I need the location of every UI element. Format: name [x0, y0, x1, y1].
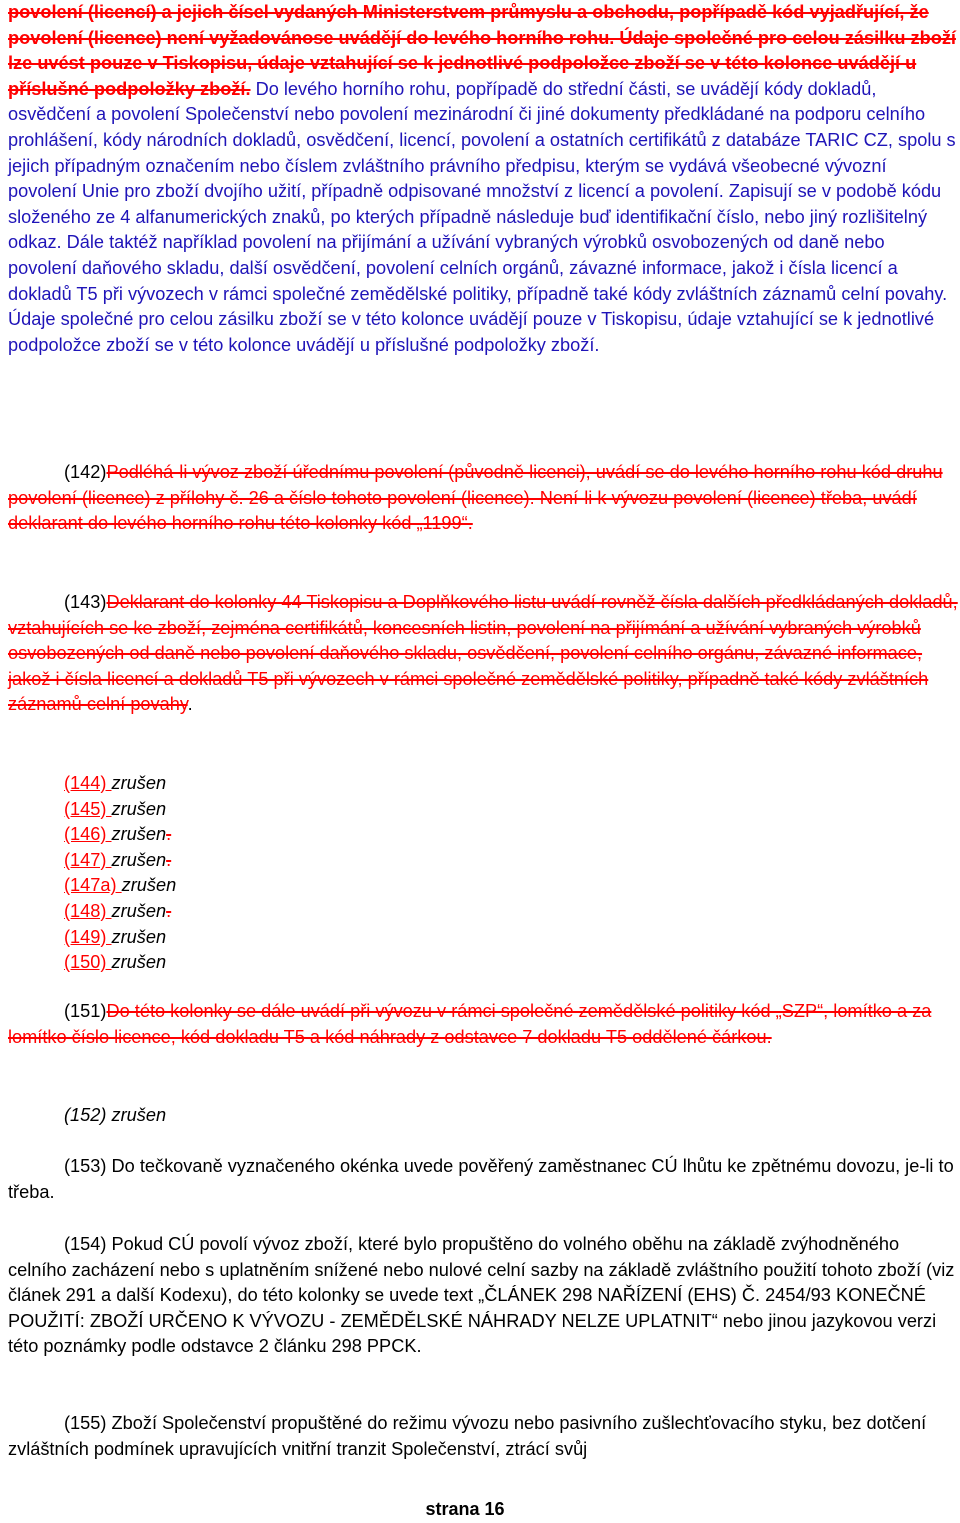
repealed-item — [64, 822, 176, 848]
deleted-text: Deklarant do kolonky 44 Tiskopisu a Doplňkového listu uvádí rovněž čísla dalších předkládaných dokladů, vztahujících se ke zboží, zejména certifikátů, koncesních listin, povolení na přijímání a užívání vybraných výrobků osvobozených od daně nebo povolení daňového skladu, osvědčení, povolení celního orgánu, závazné informace, jakož i čísla licencí a dokladů T5 při vývozech v rámci společné zemědělské politiky, případně také kódy zvláštních záznamů celní povahy — [8, 592, 958, 715]
deleted-paragraph-number: (147) — [64, 849, 112, 870]
repealed-label: zrušen — [111, 926, 167, 947]
repealed-item — [64, 797, 176, 823]
deleted-period: . — [166, 849, 172, 870]
paragraph-155 — [8, 1411, 958, 1462]
repealed-paragraph-list — [64, 771, 176, 976]
inserted-text: Zapisují se v podobě kódu složeného ze 4 alfanumerických znaků, po kterých případně následuje buď identifikační číslo, nebo jiný rozlišitelný odkaz. — [8, 181, 942, 253]
deleted-paragraph-number: (149) — [64, 926, 112, 947]
inserted-text: Údaje společné pro celou zásilku zboží se v této kolonce uvádějí pouze v Tiskopisu, údaje vztahující se k jednotlivé podpoložce zboží se v této kolonce uvádějí u příslušné podpoložky zboží. — [8, 309, 935, 355]
deleted-period: . — [166, 900, 172, 921]
repealed-label: zrušen — [111, 849, 167, 870]
paragraph-152 — [8, 1103, 958, 1129]
repealed-item — [64, 899, 176, 925]
repealed-label: zrušen — [111, 952, 167, 973]
intro-paragraph — [8, 0, 958, 358]
deleted-paragraph-number: (145) — [64, 798, 112, 819]
paragraph-143 — [8, 590, 958, 718]
repealed-item — [64, 925, 176, 951]
repealed-item — [64, 873, 176, 899]
deleted-text: povolení (licencí) a jejich čísel vydaných Ministerstvem průmyslu a obchodu, popřípadě kód vyjadřující, že povolení (licence) není vyžadovánose uvádějí do levého horního rohu. Údaje společné pro celou zásilku zboží lze uvést pouze v Tiskopisu, údaje vztahující se k jednotlivé podpoložce zboží se v této kolonce uvádějí u příslušné podpoložky zboží. — [8, 2, 956, 99]
paragraph-number: (151) — [64, 1001, 107, 1021]
deleted-paragraph-number: (148) — [64, 900, 112, 921]
paragraph-number: (142) — [64, 462, 107, 482]
paragraph-155-text: (155) Zboží Společenství propuštěné do režimu vývozu nebo pasivního zušlechťovacího styku, bez dotčení zvláštních podmínek upravujících vnitřní tranzit Společenství, ztrácí svůj — [8, 1413, 927, 1459]
repealed-label: zrušen — [111, 824, 167, 845]
paragraph-number: (143) — [64, 592, 107, 612]
deleted-text: Do této kolonky se dále uvádí při vývozu v rámci společné zemědělské politiky kód „SZP“, lomítko a za lomítko číslo licence, kód dokladu T5 a kód náhrady z odstavce 7 dokladu T5 oddělené čárkou. — [8, 1001, 932, 1047]
deleted-paragraph-number: (147a) — [64, 875, 122, 896]
paragraph-154 — [8, 1232, 958, 1360]
repealed-item — [64, 848, 176, 874]
inserted-text: Do levého horního rohu, popřípadě do střední části, se uvádějí kódy dokladů, osvědčení a povolení Společenství nebo povolení mezinárodní či jiné dokumenty předkládané na podporu celního prohlášení, kódy národních dokladů, osvědčení, licencí, povolení a ostatních certifikátů z databáze TARIC CZ, spolu s jejich případným označením nebo číslem zvláštního právního předpisu, kterým se vydává všeobecné vývozní povolení Unie pro zboží dvojího užití, případně odpisované množství z licencí a povolení. — [8, 78, 956, 202]
inserted-text: Dále taktéž například povolení na přijímání a užívání vybraných výrobků osvobozených od daně nebo povolení daňového skladu, další osvědčení, povolení celních orgánů, závazné informace, jakož i čísla licencí a dokladů T5 při vývozech v rámci společné zemědělské politiky, případně také kódy zvláštních záznamů celní povahy. — [8, 232, 948, 304]
repealed-label: zrušen — [111, 798, 167, 819]
paragraph-154-text: (154) Pokud CÚ povolí vývoz zboží, které bylo propuštěno do volného oběhu na základě zvýhodněného celního zacházení nebo s uplatněním snížené nebo nulové celní sazby na základě zvláštního použití tohoto zboží (viz článek 291 a další Kodexu), do této kolonky se uvede text „ČLÁNEK 298 NAŘÍZENÍ (EHS) Č. 2454/93 KONEČNÉ POUŽITÍ: ZBOŽÍ URČENO K VÝVOZU - ZEMĚDĚLSKÉ NÁHRADY NELZE UPLATNIT“ nebo jinou jazykovou verzi této poznámky podle odstavce 2 článku 298 PPCK. — [8, 1234, 955, 1357]
page-number: strana 16 — [425, 1499, 505, 1519]
paragraph-142 — [8, 460, 958, 537]
paragraph-153-text: (153) Do tečkovaně vyznačeného okénka uvede pověřený zaměstnanec CÚ lhůtu ke zpětnému dovozu, je-li to třeba. — [8, 1156, 954, 1202]
repealed-item — [64, 771, 176, 797]
repealed-item — [64, 950, 176, 976]
repealed-label: zrušen — [121, 875, 177, 896]
deleted-paragraph-number: (146) — [64, 824, 112, 845]
deleted-paragraph-number: (150) — [64, 952, 112, 973]
paragraph-153 — [8, 1154, 958, 1205]
paragraph-151 — [8, 999, 958, 1050]
deleted-period: . — [166, 824, 172, 845]
paragraph-152-text: (152) zrušen — [64, 1105, 167, 1125]
deleted-paragraph-number: (144) — [64, 773, 112, 793]
period: . — [187, 694, 193, 715]
repealed-label: zrušen — [111, 900, 167, 921]
repealed-label: zrušen — [111, 773, 167, 793]
deleted-text: Podléhá-li vývoz zboží úřednímu povolení (původně licenci), uvádí se do levého horního rohu kód druhu povolení (licence) z přílohy č. 26 a číslo tohoto povolení (licence). Není-li k vývozu povolení (licence) třeba, uvádí deklarant do levého horního rohu této kolonky kód „1199“. — [8, 462, 943, 534]
